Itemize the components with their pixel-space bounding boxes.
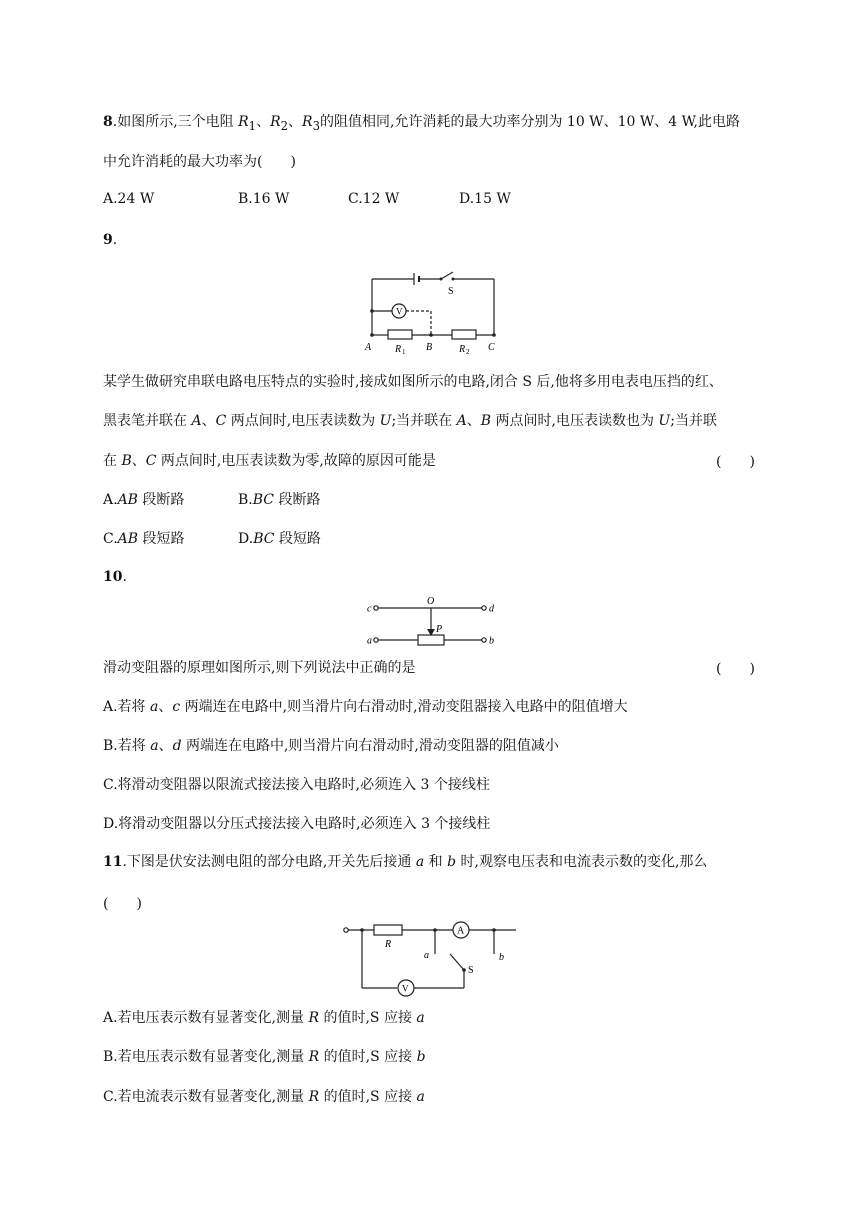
- point-a-label: A: [365, 342, 372, 353]
- point-c-label: C: [488, 342, 495, 353]
- r2-label: R: [459, 344, 466, 354]
- label-b: b: [499, 952, 504, 963]
- q9-u: U: [658, 413, 671, 429]
- r2-sub-label: 2: [466, 348, 470, 354]
- switch-blade: [441, 272, 453, 279]
- q11-line1: 11.下图是伏安法测电阻的部分电路,开关先后接通 a 和 b 时,观察电压表和电流表示数的变化,那么: [103, 854, 708, 870]
- switch-label: S: [448, 286, 454, 297]
- label-d: d: [489, 603, 494, 615]
- resistor-r: [374, 925, 402, 935]
- q8-text-a: .如图所示,三个电阻: [112, 114, 239, 130]
- label-s: S: [468, 965, 474, 976]
- q10-number: 10: [103, 569, 123, 585]
- q10-heading: [103, 567, 127, 587]
- q9-point: A: [456, 413, 467, 429]
- q9-point: C: [215, 413, 227, 429]
- q9-sep: 、: [201, 413, 216, 429]
- q8-text-b: 的阻值相同,允许消耗的最大功率分别为 10 W、10 W、4 W,此电路: [320, 114, 740, 130]
- terminal-c: [374, 606, 378, 610]
- q9-text: 黑表笔并联在: [103, 413, 192, 429]
- q10-dot: .: [122, 569, 127, 585]
- q10-option-a: A.若将 a、c 两端连在电路中,则当滑片向右滑动时,滑动变阻器接入电路中的阻值增大: [103, 699, 628, 715]
- q9-text: ;当并联: [670, 413, 717, 429]
- q10-answer-paren: ( ): [716, 661, 755, 677]
- q11-answer-paren: ( ): [103, 896, 142, 912]
- q9-line2: [103, 411, 717, 431]
- q10-option-c: C.将滑动变阻器以限流式接法接入电路时,必须连入 3 个接线柱: [103, 777, 490, 793]
- r1-sub-label: 1: [402, 348, 406, 354]
- q11-option-b: B.若电压表示数有显著变化,测量 R 的值时,S 应接 b: [103, 1049, 426, 1065]
- q8-sep: 、: [288, 114, 303, 130]
- r1-resistor: [388, 330, 412, 339]
- label-c: c: [367, 603, 372, 615]
- q8-option-c: C.12 W: [348, 191, 400, 207]
- q8-r1: R: [238, 114, 249, 130]
- q8-line2: 中允许消耗的最大功率为( ): [103, 154, 296, 170]
- q10-option-d: D.将滑动变阻器以分压式接法接入电路时,必须连入 3 个接线柱: [103, 816, 491, 832]
- q9-sep: 、: [466, 413, 481, 429]
- q9-number: 9: [103, 232, 113, 248]
- q9-option-a: A.AB 段断路: [103, 492, 185, 508]
- q9-text: 两点间时,电压表读数为: [226, 413, 380, 429]
- label-a: a: [424, 950, 429, 961]
- q9-point: B: [480, 413, 492, 429]
- q9-line1: 某学生做研究串联电路电压特点的实验时,接成如图所示的电路,闭合 S 后,他将多用电表电压挡的红、: [103, 374, 723, 390]
- q8-r2-sub: 2: [280, 118, 289, 133]
- q11-number: 11: [103, 854, 123, 870]
- r2-resistor: [452, 330, 476, 339]
- label-b: b: [489, 635, 494, 647]
- q8-option-b: B.16 W: [238, 191, 290, 207]
- q9-text: ;当并联在: [391, 413, 457, 429]
- r1-label: R: [395, 344, 402, 354]
- q9-text: 两点间时,电压表读数也为: [491, 413, 659, 429]
- q9-option-c: C.AB 段短路: [103, 531, 185, 547]
- resistance-wire: [418, 635, 444, 645]
- point-b-label: B: [426, 342, 433, 353]
- q8-option-d: D.15 W: [459, 191, 511, 207]
- q10-rheostat-diagram: [364, 596, 504, 648]
- q11-circuit-diagram: [340, 918, 520, 998]
- q9-line3: [103, 451, 436, 471]
- voltmeter-label: V: [402, 983, 409, 994]
- q8-r1-sub: 1: [248, 118, 257, 133]
- q11-option-a: A.若电压表示数有显著变化,测量 R 的值时,S 应接 a: [103, 1010, 425, 1026]
- label-r: R: [385, 939, 392, 950]
- q9-sep: 、: [131, 453, 146, 469]
- q9-text: 两点间时,电压表读数为零,故障的原因可能是: [156, 453, 436, 469]
- q8-option-a: A.24 W: [103, 191, 155, 207]
- voltmeter-label: V: [396, 306, 403, 317]
- q8-sep: 、: [256, 114, 271, 130]
- q9-circuit-diagram: [362, 264, 502, 354]
- q10-line1: 滑动变阻器的原理如图所示,则下列说法中正确的是: [103, 660, 416, 676]
- terminal-b: [482, 638, 486, 642]
- q8-number: 8: [103, 114, 113, 130]
- q9-u: U: [379, 413, 392, 429]
- q8-r2: R: [270, 114, 281, 130]
- terminal-a: [374, 638, 378, 642]
- q9-dot: .: [112, 232, 118, 248]
- terminal-left: [344, 928, 348, 932]
- label-a: a: [367, 635, 372, 647]
- q9-heading: [103, 230, 117, 250]
- q8-r3: R: [302, 114, 313, 130]
- label-p: P: [436, 624, 443, 635]
- q8-r3-sub: 3: [312, 118, 321, 133]
- q9-point: C: [145, 453, 157, 469]
- switch-blade: [450, 954, 464, 970]
- q9-point: A: [191, 413, 202, 429]
- q9-option-d: D.BC 段短路: [238, 531, 321, 547]
- q9-option-b: B.BC 段断路: [238, 492, 321, 508]
- q10-option-b: B.若将 a、d 两端连在电路中,则当滑片向右滑动时,滑动变阻器的阻值减小: [103, 738, 559, 754]
- q9-point: B: [121, 453, 132, 469]
- q9-text: 在: [103, 453, 122, 469]
- label-o: O: [427, 596, 435, 607]
- q11-option-c: C.若电流表示数有显著变化,测量 R 的值时,S 应接 a: [103, 1089, 425, 1105]
- q8-line1: [103, 112, 740, 136]
- terminal-d: [482, 606, 486, 610]
- ammeter-label: A: [457, 925, 465, 937]
- q9-answer-paren: ( ): [716, 454, 755, 470]
